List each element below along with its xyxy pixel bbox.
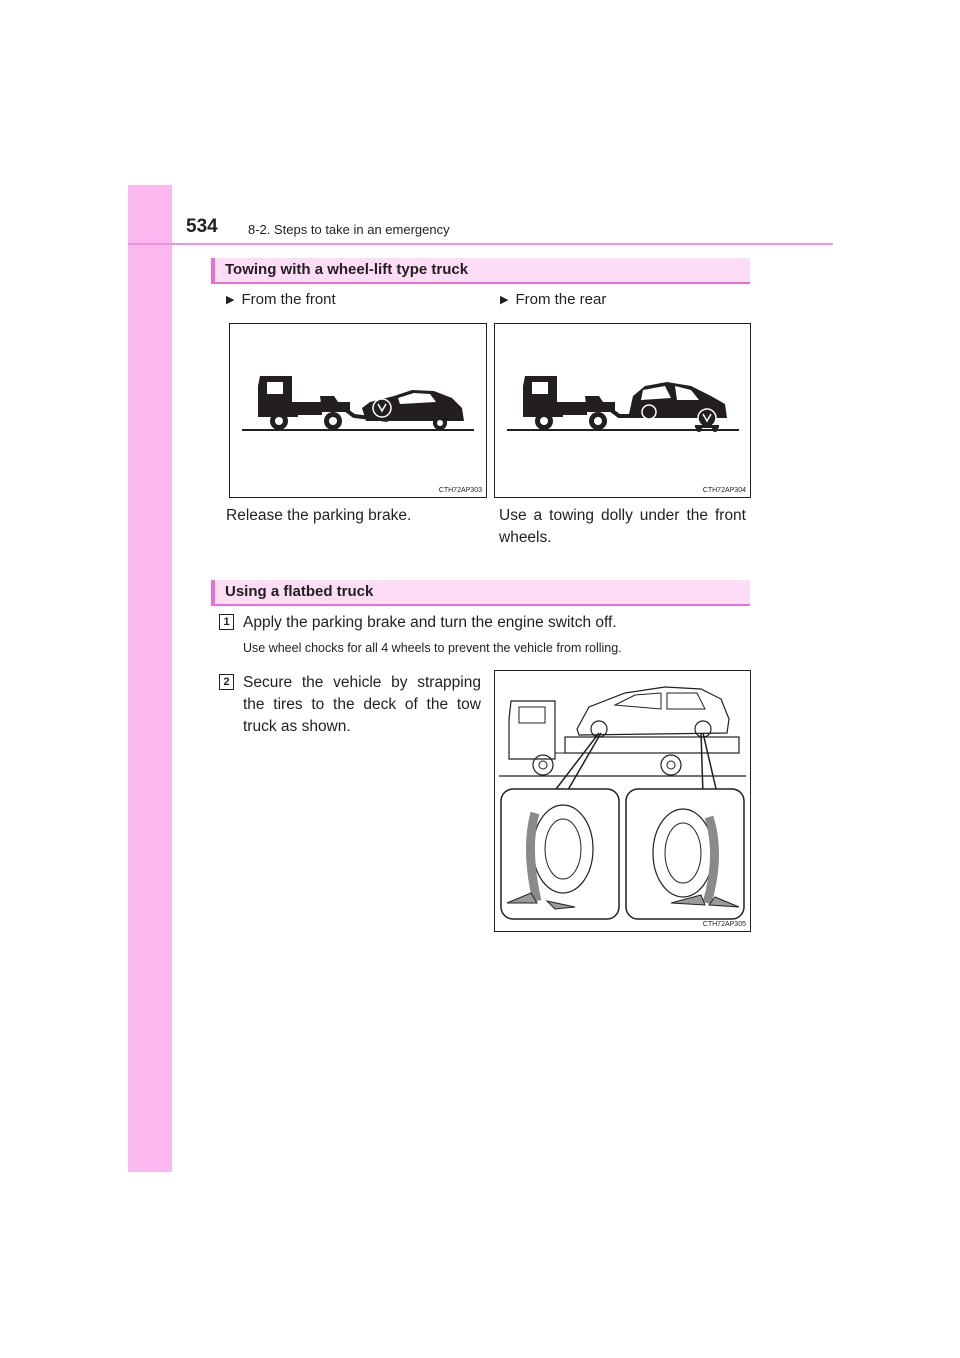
subhead-from-rear bbox=[500, 291, 606, 308]
section-title-flatbed: Using a flatbed truck bbox=[211, 580, 750, 606]
chapter-sidebar-tab bbox=[128, 185, 172, 1172]
step-number-2: 2 bbox=[219, 674, 234, 690]
step-1-text: Apply the parking brake and turn the engine switch off. bbox=[243, 614, 617, 631]
chapter-title: 8-2. Steps to take in an emergency bbox=[248, 222, 450, 237]
tow-truck-rear-illustration bbox=[495, 324, 750, 497]
figure-code: CTH72AP303 bbox=[438, 487, 482, 494]
tow-truck-front-illustration bbox=[230, 324, 486, 497]
triangle-right-icon: ▶ bbox=[500, 294, 509, 306]
caption-front: Release the parking brake. bbox=[226, 507, 412, 524]
figure-flatbed-truck bbox=[494, 670, 751, 932]
step-2-text: Secure the vehicle by strapping the tires to the deck of the tow truck as shown. bbox=[243, 674, 481, 735]
subhead-from-front bbox=[226, 291, 336, 308]
step-1-note: Use wheel chocks for all 4 wheels to prevent the vehicle from rolling. bbox=[243, 641, 622, 655]
page-number: 534 bbox=[186, 216, 218, 237]
triangle-right-icon: ▶ bbox=[226, 294, 235, 306]
caption-rear: Use a towing dolly under the front wheels. bbox=[499, 507, 746, 546]
figure-code: CTH72AP304 bbox=[702, 487, 746, 494]
figure-tow-from-front bbox=[229, 323, 487, 498]
figure-tow-from-rear bbox=[494, 323, 751, 498]
subhead-from-rear-label: From the rear bbox=[515, 291, 607, 308]
header-rule bbox=[128, 243, 833, 245]
figure-code: CTH72AP305 bbox=[702, 921, 746, 928]
section-title-wheel-lift: Towing with a wheel-lift type truck bbox=[211, 258, 750, 284]
step-number-1: 1 bbox=[219, 614, 234, 630]
flatbed-truck-illustration bbox=[495, 671, 750, 931]
subhead-from-front-label: From the front bbox=[241, 291, 336, 308]
